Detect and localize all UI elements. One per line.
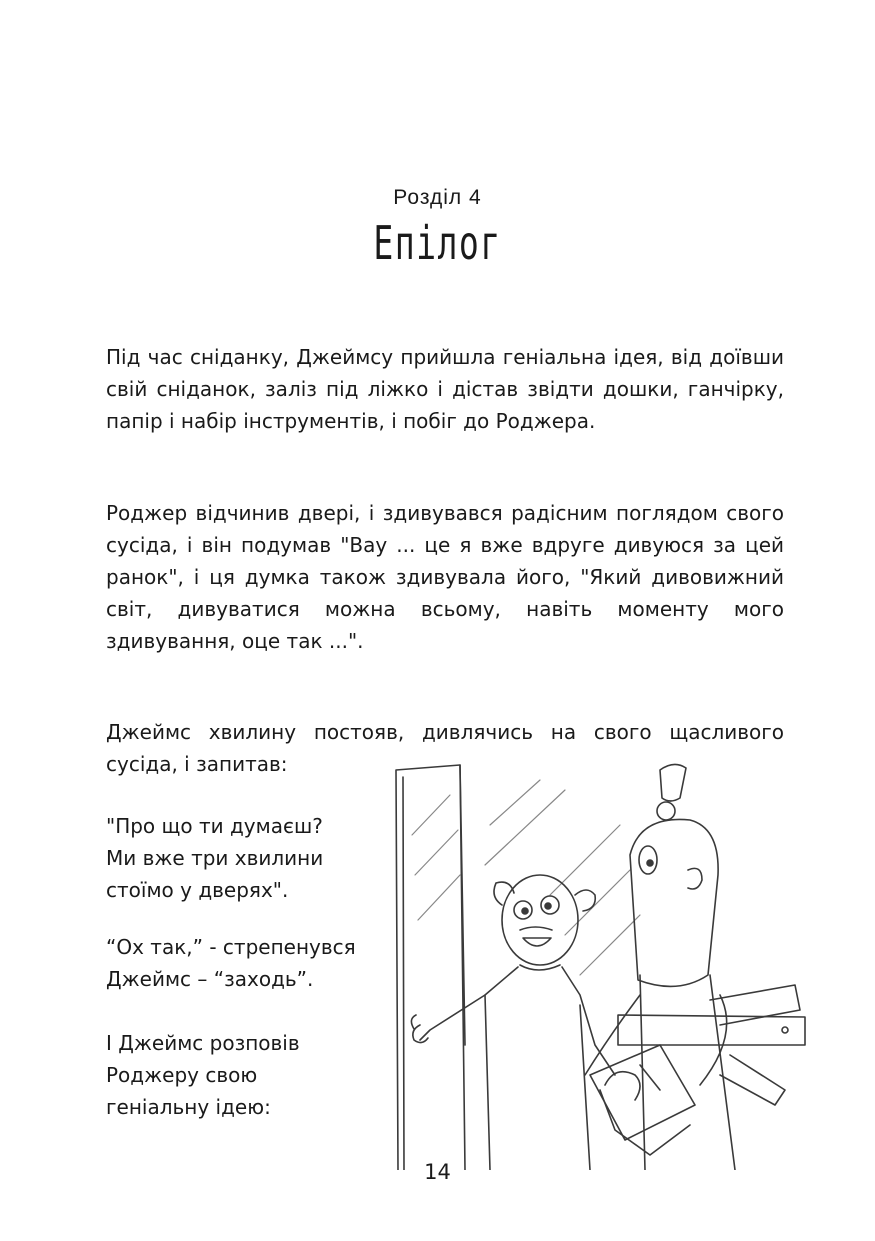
door-frame — [396, 765, 465, 1170]
dialog-line: геніальну ідею: — [106, 1095, 271, 1119]
dialog-line: Роджеру свою — [106, 1063, 258, 1087]
paragraph-1: Під час сніданку, Джеймсу прийшла геніальна ідея, від доївши свій сніданок, заліз під ліжко і дістав звідти дошки, ганчірку, папір і набір інструментів, і побіг до Роджера. — [106, 345, 784, 433]
dialog-line: стоїмо у дверях". — [106, 878, 289, 902]
dialog-line: Джеймс – “заходь”. — [106, 967, 314, 991]
chapter-title: Епілог — [373, 216, 502, 270]
doorway-illustration — [390, 745, 820, 1170]
page-number: 14 — [424, 1160, 451, 1184]
james-figure — [411, 875, 615, 1170]
dialog-narration — [106, 1027, 406, 1123]
dialog-question — [106, 810, 406, 906]
wooden-planks — [618, 985, 805, 1105]
dialog-line: Ми вже три хвилини — [106, 846, 324, 870]
chapter-label: Розділ 4 — [393, 186, 482, 209]
dialog-line: І Джеймс розповів — [106, 1031, 300, 1055]
paragraph-2: Роджер відчинив двері, і здивувався радісним поглядом свого сусіда, і він подумав "Вау ... це я вже вдруге дивуюся за цей ранок", і ця думка також здивувала його, "Який дивовижний світ, дивуватися можна всьому, навіть моменту мого здивування, оце так ...". — [106, 501, 784, 653]
dialog-line: "Про що ти думаєш? — [106, 814, 323, 838]
dialog-answer — [106, 931, 406, 995]
paragraph-3: Джеймс хвилину постояв, дивлячись на свого щасливого сусіда, і запитав: — [106, 720, 784, 776]
dialog-line: “Ох так,” - стрепенувся — [106, 935, 356, 959]
